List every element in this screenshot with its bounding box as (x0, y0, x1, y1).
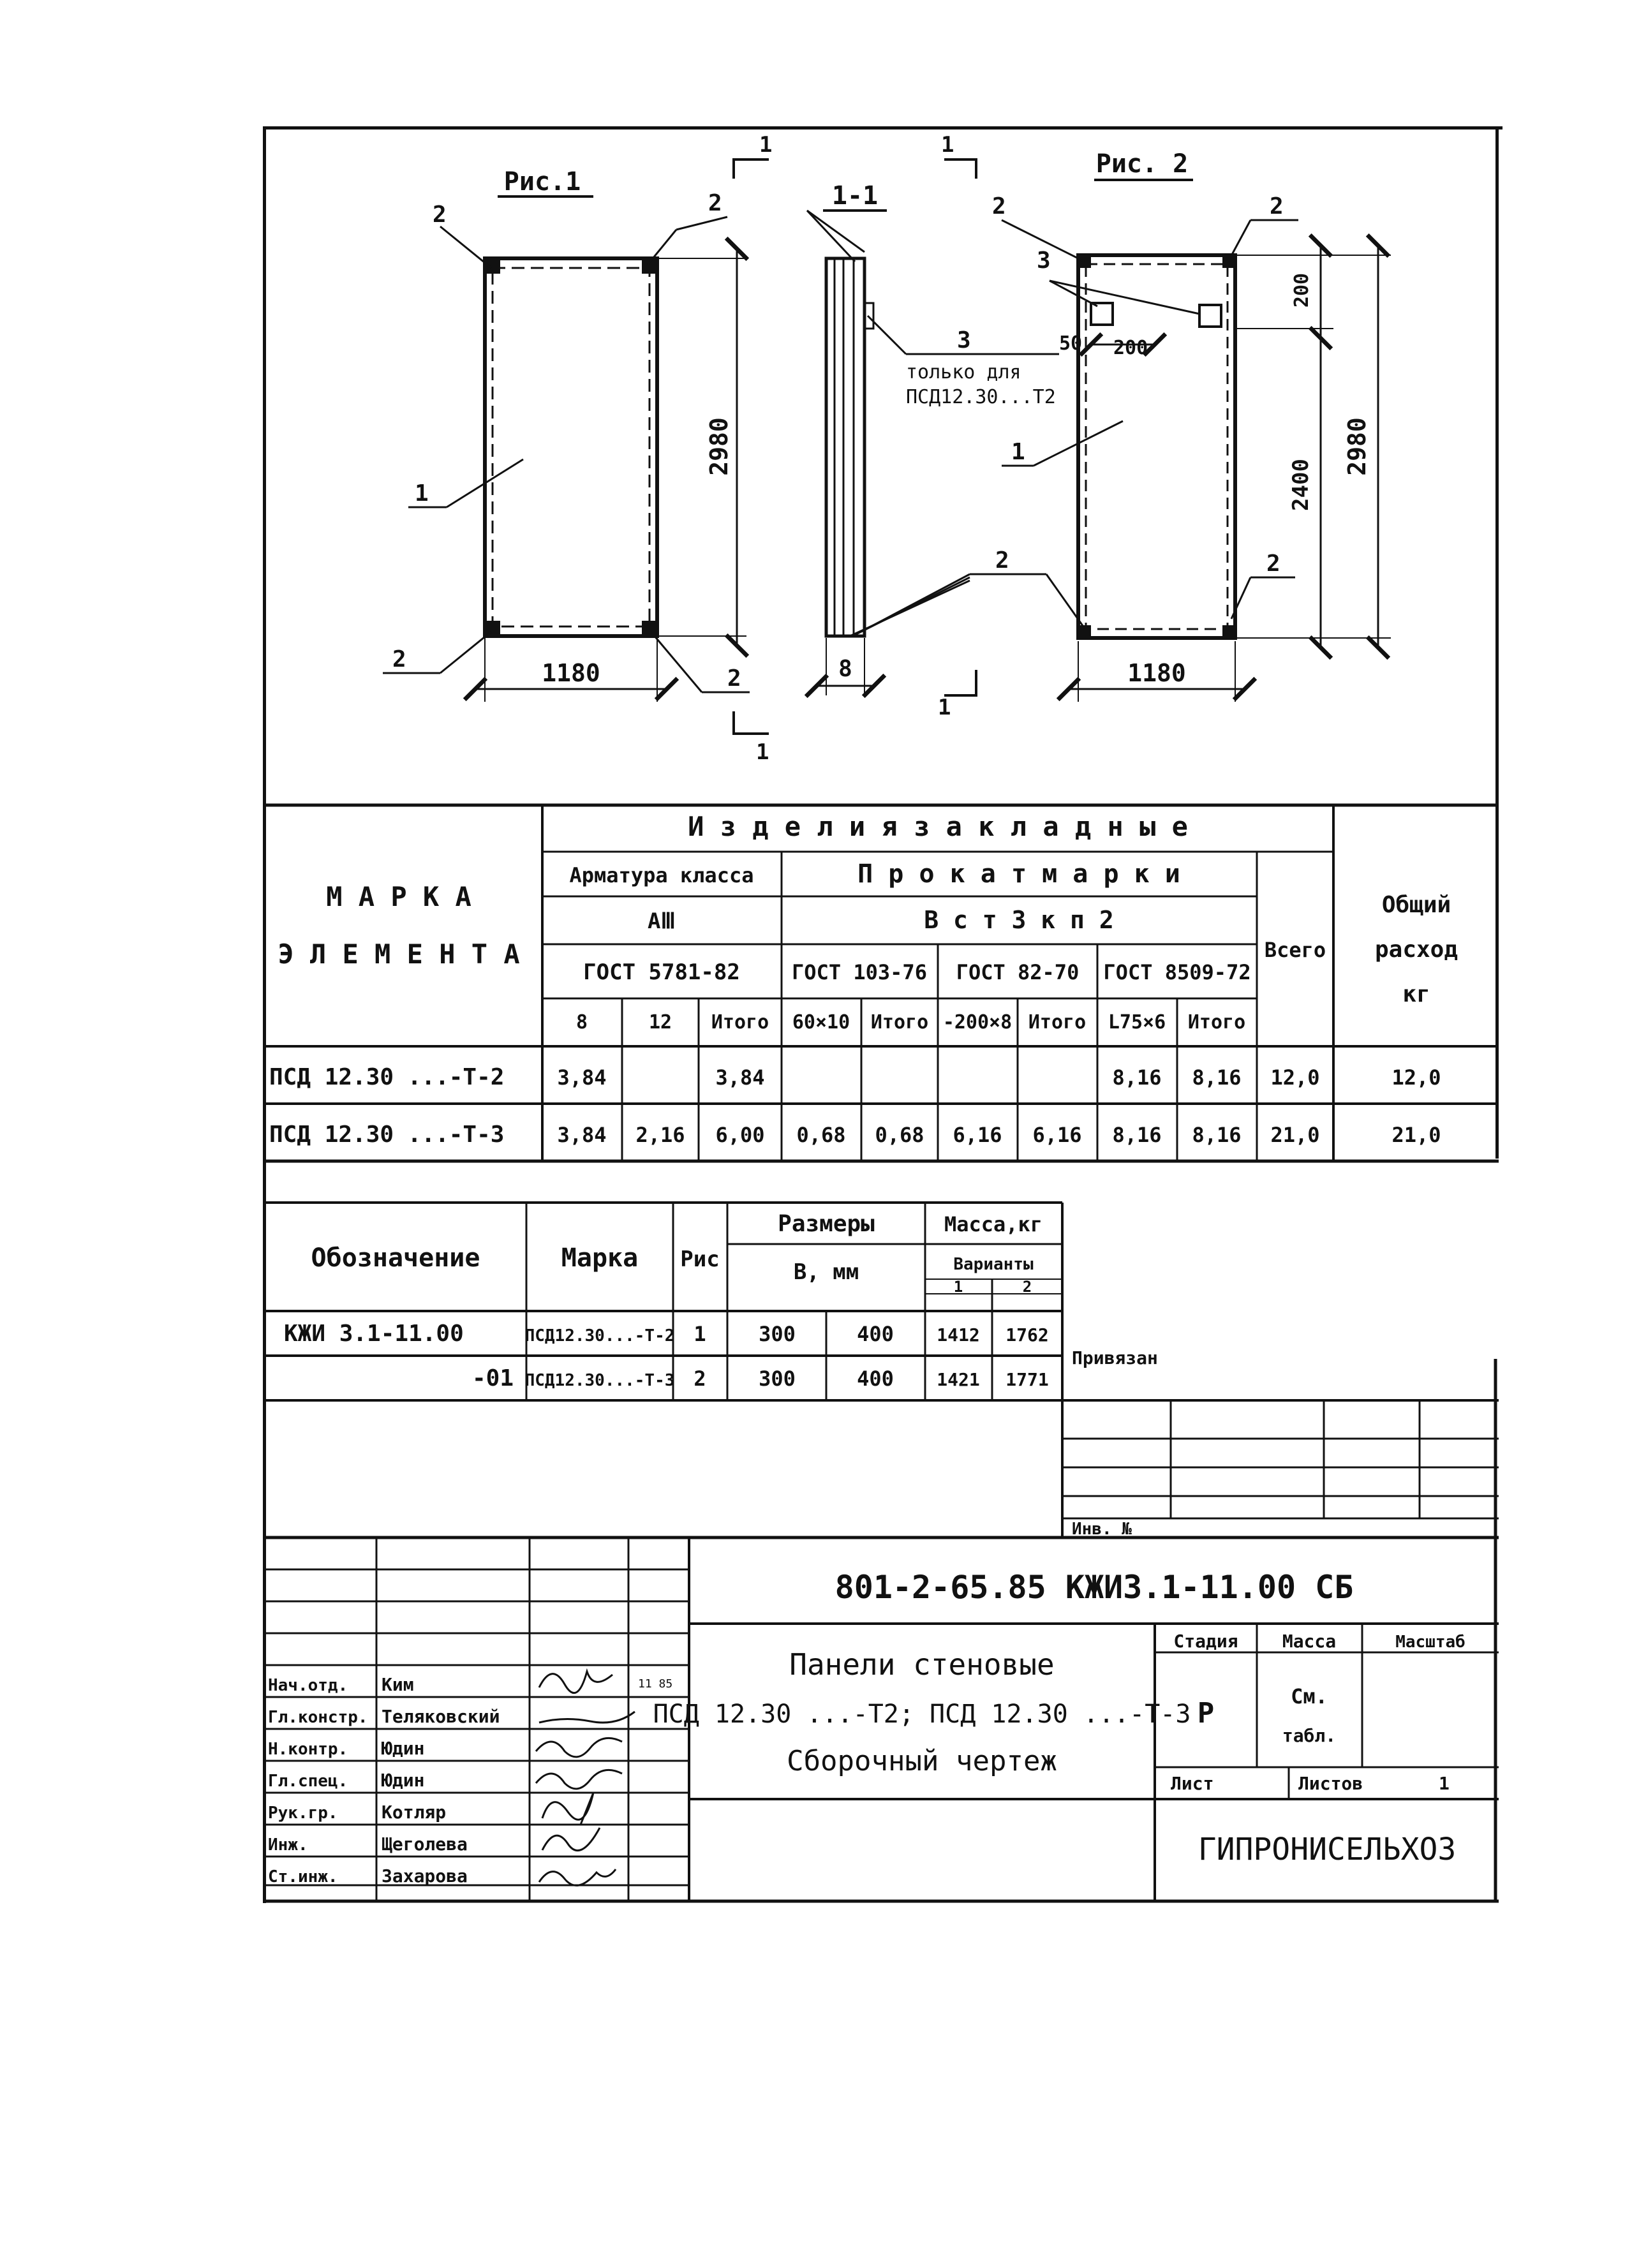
mat-row-value: 3,84 (715, 1065, 765, 1090)
mat-subheader: L75×6 (1108, 1011, 1166, 1034)
mat-row-value: 3,84 (557, 1123, 607, 1147)
spec-designation: КЖИ 3.1-11.00 (284, 1321, 464, 1347)
svg-text:В, мм: В, мм (793, 1259, 859, 1285)
mat-subheader: 12 (648, 1011, 672, 1034)
fig1-title: Рис.1 (503, 167, 581, 196)
svg-text:2980: 2980 (1343, 417, 1371, 476)
svg-text:1: 1 (1439, 1773, 1450, 1794)
person-role: Рук.гр. (268, 1804, 338, 1823)
spec-mark: ПСД12.30...-Т-2 (524, 1326, 675, 1345)
title-block-text (268, 1569, 1465, 1886)
svg-text:П р о к а т м а р к и: П р о к а т м а р к и (857, 859, 1180, 889)
section-title: 1-1 (831, 181, 879, 211)
dim-thickness: 8 (838, 656, 852, 682)
person-name: Юдин (382, 1738, 425, 1759)
svg-text:И з д е л и я з а к л а д н: И з д е л и я з а к л а д н ы е (688, 811, 1188, 842)
doc-title-3: Сборочный чертеж (787, 1745, 1057, 1777)
mat-row-value: 6,00 (715, 1123, 765, 1147)
mat-row-value: 12,0 (1391, 1065, 1441, 1090)
svg-text:кг: кг (1402, 981, 1430, 1007)
spec-mass: 1762 (1005, 1324, 1049, 1345)
svg-text:2: 2 (727, 665, 741, 692)
svg-text:ГОСТ 103-76: ГОСТ 103-76 (792, 960, 927, 984)
mat-subheader: Итого (1028, 1011, 1087, 1034)
spec-fig: 1 (694, 1322, 706, 1346)
figure-2 (992, 149, 1391, 702)
spec-size: 300 (759, 1367, 796, 1391)
svg-text:расход: расход (1374, 937, 1458, 963)
label-3: 3 (957, 327, 971, 353)
svg-text:Стадия: Стадия (1173, 1631, 1238, 1652)
mat-row-value: 8,16 (1112, 1123, 1162, 1147)
mat-subheader: -200×8 (942, 1011, 1013, 1034)
svg-text:Листов: Листов (1298, 1773, 1363, 1794)
svg-text:ГОСТ 5781-82: ГОСТ 5781-82 (583, 960, 740, 985)
svg-text:Э Л Е М Е Н Т А: Э Л Е М Е Н Т А (278, 938, 520, 970)
materials-table-text (269, 811, 1458, 1148)
svg-text:Марка: Марка (561, 1243, 639, 1273)
svg-text:2: 2 (1266, 551, 1280, 577)
spec-size: 300 (759, 1322, 796, 1346)
person-name: Захарова (382, 1865, 468, 1886)
mat-row-value: 0,68 (875, 1123, 924, 1147)
mat-row-value: 12,0 (1270, 1065, 1320, 1090)
mat-row-value: 6,16 (1032, 1123, 1082, 1147)
date-note: 11 85 (638, 1677, 673, 1691)
svg-text:2: 2 (708, 190, 722, 216)
svg-text:Всего: Всего (1264, 938, 1326, 962)
person-role: Нач.отд. (268, 1676, 348, 1695)
svg-text:См.: См. (1291, 1684, 1328, 1708)
binding-block (1062, 1359, 1499, 1901)
org-name: ГИПРОНИСЕЛЬХОЗ (1198, 1832, 1457, 1867)
svg-text:Рис: Рис (680, 1247, 720, 1272)
section-1-1 (734, 132, 1059, 765)
dim-2400: 2400 (1288, 459, 1314, 511)
mat-row-value: 8,16 (1192, 1065, 1242, 1090)
mat-row-mark: ПСД 12.30 ...-Т-3 (269, 1122, 505, 1148)
note-only-for: только для (906, 361, 1021, 383)
label-2: 2 (433, 202, 447, 228)
person-role: Гл.спец. (268, 1772, 348, 1791)
svg-text:1: 1 (941, 132, 954, 158)
dim-width-2: 1180 (1127, 659, 1186, 687)
mat-row-value: 21,0 (1391, 1123, 1441, 1147)
svg-text:табл.: табл. (1282, 1725, 1337, 1746)
mat-row-value: 2,16 (635, 1123, 685, 1147)
svg-text:Лист: Лист (1171, 1773, 1214, 1794)
svg-text:Размеры: Размеры (778, 1211, 875, 1237)
svg-text:1: 1 (1011, 439, 1025, 465)
person-role: Ст.инж. (268, 1867, 338, 1886)
doc-code: 801-2-65.85 КЖИ3.1-11.00 СБ (835, 1569, 1354, 1606)
cut-mark: 1 (759, 132, 773, 158)
person-name: Юдин (382, 1770, 425, 1791)
label-1: 1 (415, 480, 429, 507)
person-name: Ким (382, 1674, 414, 1695)
svg-text:ПСД12.30...Т2: ПСД12.30...Т2 (906, 386, 1056, 408)
mat-subheader: 8 (575, 1011, 588, 1034)
mat-row-value: 6,16 (953, 1123, 1002, 1147)
svg-text:Общий: Общий (1381, 892, 1451, 918)
mat-row-value: 8,16 (1192, 1123, 1242, 1147)
svg-text:Р: Р (1197, 1697, 1215, 1730)
dim-width-1: 1180 (542, 659, 600, 687)
svg-text:Масса: Масса (1282, 1631, 1337, 1652)
svg-text:3: 3 (1037, 248, 1051, 274)
spec-mass: 1421 (937, 1369, 980, 1390)
svg-text:Масштаб: Масштаб (1395, 1633, 1465, 1652)
svg-text:ГОСТ 82-70: ГОСТ 82-70 (956, 960, 1080, 984)
spec-mark: ПСД12.30...-Т-3 (524, 1371, 675, 1390)
svg-text:Обозначение: Обозначение (311, 1243, 480, 1273)
mat-row-value: 3,84 (557, 1065, 607, 1090)
dim-height-1: 2980 (705, 417, 733, 476)
dim-50: 50 (1059, 332, 1083, 355)
mat-row-mark: ПСД 12.30 ...-Т-2 (269, 1064, 505, 1090)
svg-text:АⅢ: АⅢ (648, 908, 676, 934)
spec-mass: 1412 (937, 1324, 980, 1345)
spec-fig: 2 (694, 1367, 706, 1391)
signatures (536, 1671, 635, 1885)
svg-text:1: 1 (938, 695, 951, 720)
svg-text:ГОСТ 8509-72: ГОСТ 8509-72 (1103, 960, 1251, 984)
spec-size: 400 (857, 1367, 894, 1391)
figure-1 (383, 167, 750, 702)
mat-row-value: 8,16 (1112, 1065, 1162, 1090)
mat-subheader: Итого (870, 1011, 929, 1034)
mat-subheader: Итого (711, 1011, 769, 1034)
svg-text:1: 1 (756, 739, 769, 765)
person-name: Теляковский (382, 1706, 500, 1727)
svg-text:200: 200 (1113, 337, 1148, 359)
spec-table-text (284, 1211, 1049, 1391)
svg-text:Варианты: Варианты (953, 1255, 1034, 1274)
spec-designation: -01 (471, 1365, 514, 1391)
doc-title-2: ПСД 12.30 ...-Т2; ПСД 12.30 ...-Т-3 (653, 1700, 1191, 1729)
fig2-title: Рис. 2 (1095, 149, 1189, 179)
mat-row-value: 0,68 (796, 1123, 846, 1147)
mat-subheader: Итого (1187, 1011, 1246, 1034)
person-role: Н.контр. (268, 1740, 348, 1759)
mat-row-value: 21,0 (1270, 1123, 1320, 1147)
dim-200: 200 (1291, 272, 1313, 308)
svg-text:1: 1 (953, 1278, 963, 1296)
panel-outline (485, 258, 657, 636)
svg-text:М А Р К А: М А Р К А (326, 881, 471, 912)
spec-size: 400 (857, 1322, 894, 1346)
svg-text:Масса,кг: Масса,кг (944, 1212, 1043, 1236)
inv-label: Инв. № (1072, 1520, 1132, 1539)
spec-mass: 1771 (1005, 1369, 1049, 1390)
svg-text:В с т 3 к п 2: В с т 3 к п 2 (924, 906, 1114, 934)
svg-text:2: 2 (992, 193, 1006, 219)
person-role: Инж. (268, 1835, 308, 1855)
person-name: Котляр (382, 1802, 447, 1823)
person-name: Щеголева (382, 1834, 468, 1855)
svg-text:2: 2 (995, 547, 1009, 574)
person-role: Гл.констр. (268, 1708, 368, 1727)
svg-text:2: 2 (1270, 193, 1284, 219)
svg-text:2: 2 (1022, 1278, 1032, 1296)
svg-text:Арматура класса: Арматура класса (569, 863, 754, 887)
mat-subheader: 60×10 (792, 1011, 850, 1034)
tied-label: Привязан (1072, 1347, 1158, 1368)
doc-title-1: Панели стеновые (789, 1647, 1055, 1682)
svg-text:2: 2 (392, 646, 406, 672)
